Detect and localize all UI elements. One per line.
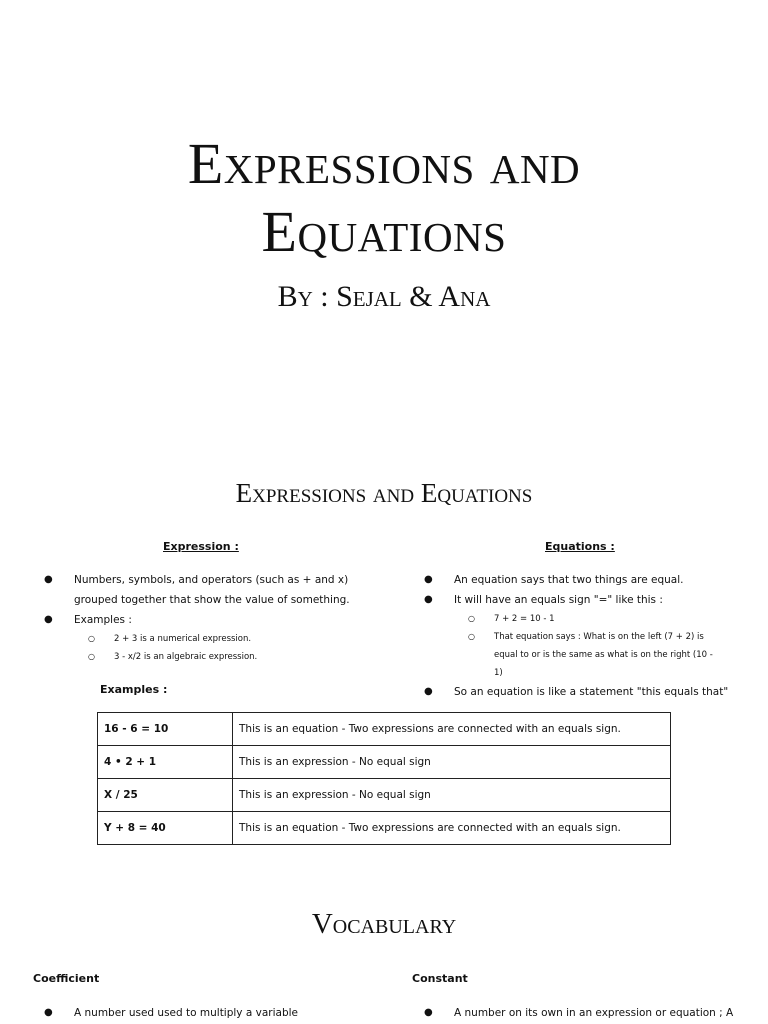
- expression-bullet-1-line-1: ● Numbers, symbols, and operators (such as + and x): [74, 574, 349, 586]
- list-item: ● An equation says that two things are equal.: [424, 570, 744, 590]
- equations-sub-2-line-1: ○ That equation says : What is on the left (7 + 2) is: [494, 632, 704, 642]
- equations-list: [424, 570, 744, 702]
- list-item: ● So an equation is like a statement "this equals that": [424, 682, 744, 702]
- coefficient-heading: Coefficient: [33, 972, 100, 985]
- table-cell-expr: 4 • 2 + 1: [98, 746, 233, 779]
- byline: By : Sejal & Ana: [277, 280, 491, 313]
- section-title: Expressions and Equations: [235, 478, 533, 508]
- list-item: [44, 570, 374, 610]
- expression-sublist: [74, 630, 374, 666]
- table-row: [98, 713, 671, 746]
- list-item: [44, 610, 374, 666]
- equations-sublist: [454, 610, 744, 682]
- constant-heading: Constant: [412, 972, 468, 985]
- table-cell-expr: 16 - 6 = 10: [98, 713, 233, 746]
- table-row: [98, 812, 671, 845]
- examples-table: [97, 712, 671, 845]
- table-cell-desc: This is an equation - Two expressions are connected with an equals sign.: [233, 812, 671, 845]
- expression-heading: Expression :: [163, 540, 239, 553]
- expression-bullet-1-line-2: grouped together that show the value of something.: [74, 594, 350, 606]
- table-cell-desc: This is an equation - Two expressions are connected with an equals sign.: [233, 713, 671, 746]
- constant-list: [424, 1003, 754, 1023]
- vocabulary-title: Vocabulary: [311, 908, 457, 940]
- examples-label: Examples :: [100, 683, 168, 696]
- equations-sub-2-line-2: equal to or is the same as what is on the right (10 -: [494, 650, 713, 660]
- title-line-1: Expressions and: [187, 131, 581, 196]
- list-item: ● A number on its own in an expression or equation ; A: [424, 1003, 754, 1023]
- table-cell-expr: X / 25: [98, 779, 233, 812]
- table-cell-expr: Y + 8 = 40: [98, 812, 233, 845]
- table-row: [98, 779, 671, 812]
- table-row: [98, 746, 671, 779]
- list-item: ● A number used used to multiply a variable: [44, 1003, 374, 1023]
- table-cell-desc: This is an expression - No equal sign: [233, 746, 671, 779]
- table-cell-desc: This is an expression - No equal sign: [233, 779, 671, 812]
- expression-bullet-2: ● Examples :: [74, 614, 132, 626]
- equations-bullet-2: ● It will have an equals sign "=" like this :: [454, 594, 663, 606]
- document-title: [0, 130, 768, 266]
- list-item: [454, 628, 744, 682]
- expression-sub-2: ○ 3 - x/2 is an algebraic expression.: [74, 648, 374, 666]
- equations-sub-2-line-3: 1): [494, 668, 503, 678]
- coefficient-list: [44, 1003, 374, 1023]
- list-item: [424, 590, 744, 682]
- expression-list: [44, 570, 374, 666]
- equations-sub-1: ○ 7 + 2 = 10 - 1: [454, 610, 744, 628]
- title-line-2: Equations: [261, 199, 507, 264]
- equations-heading: Equations :: [545, 540, 615, 553]
- expression-sub-1: ○ 2 + 3 is a numerical expression.: [74, 630, 374, 648]
